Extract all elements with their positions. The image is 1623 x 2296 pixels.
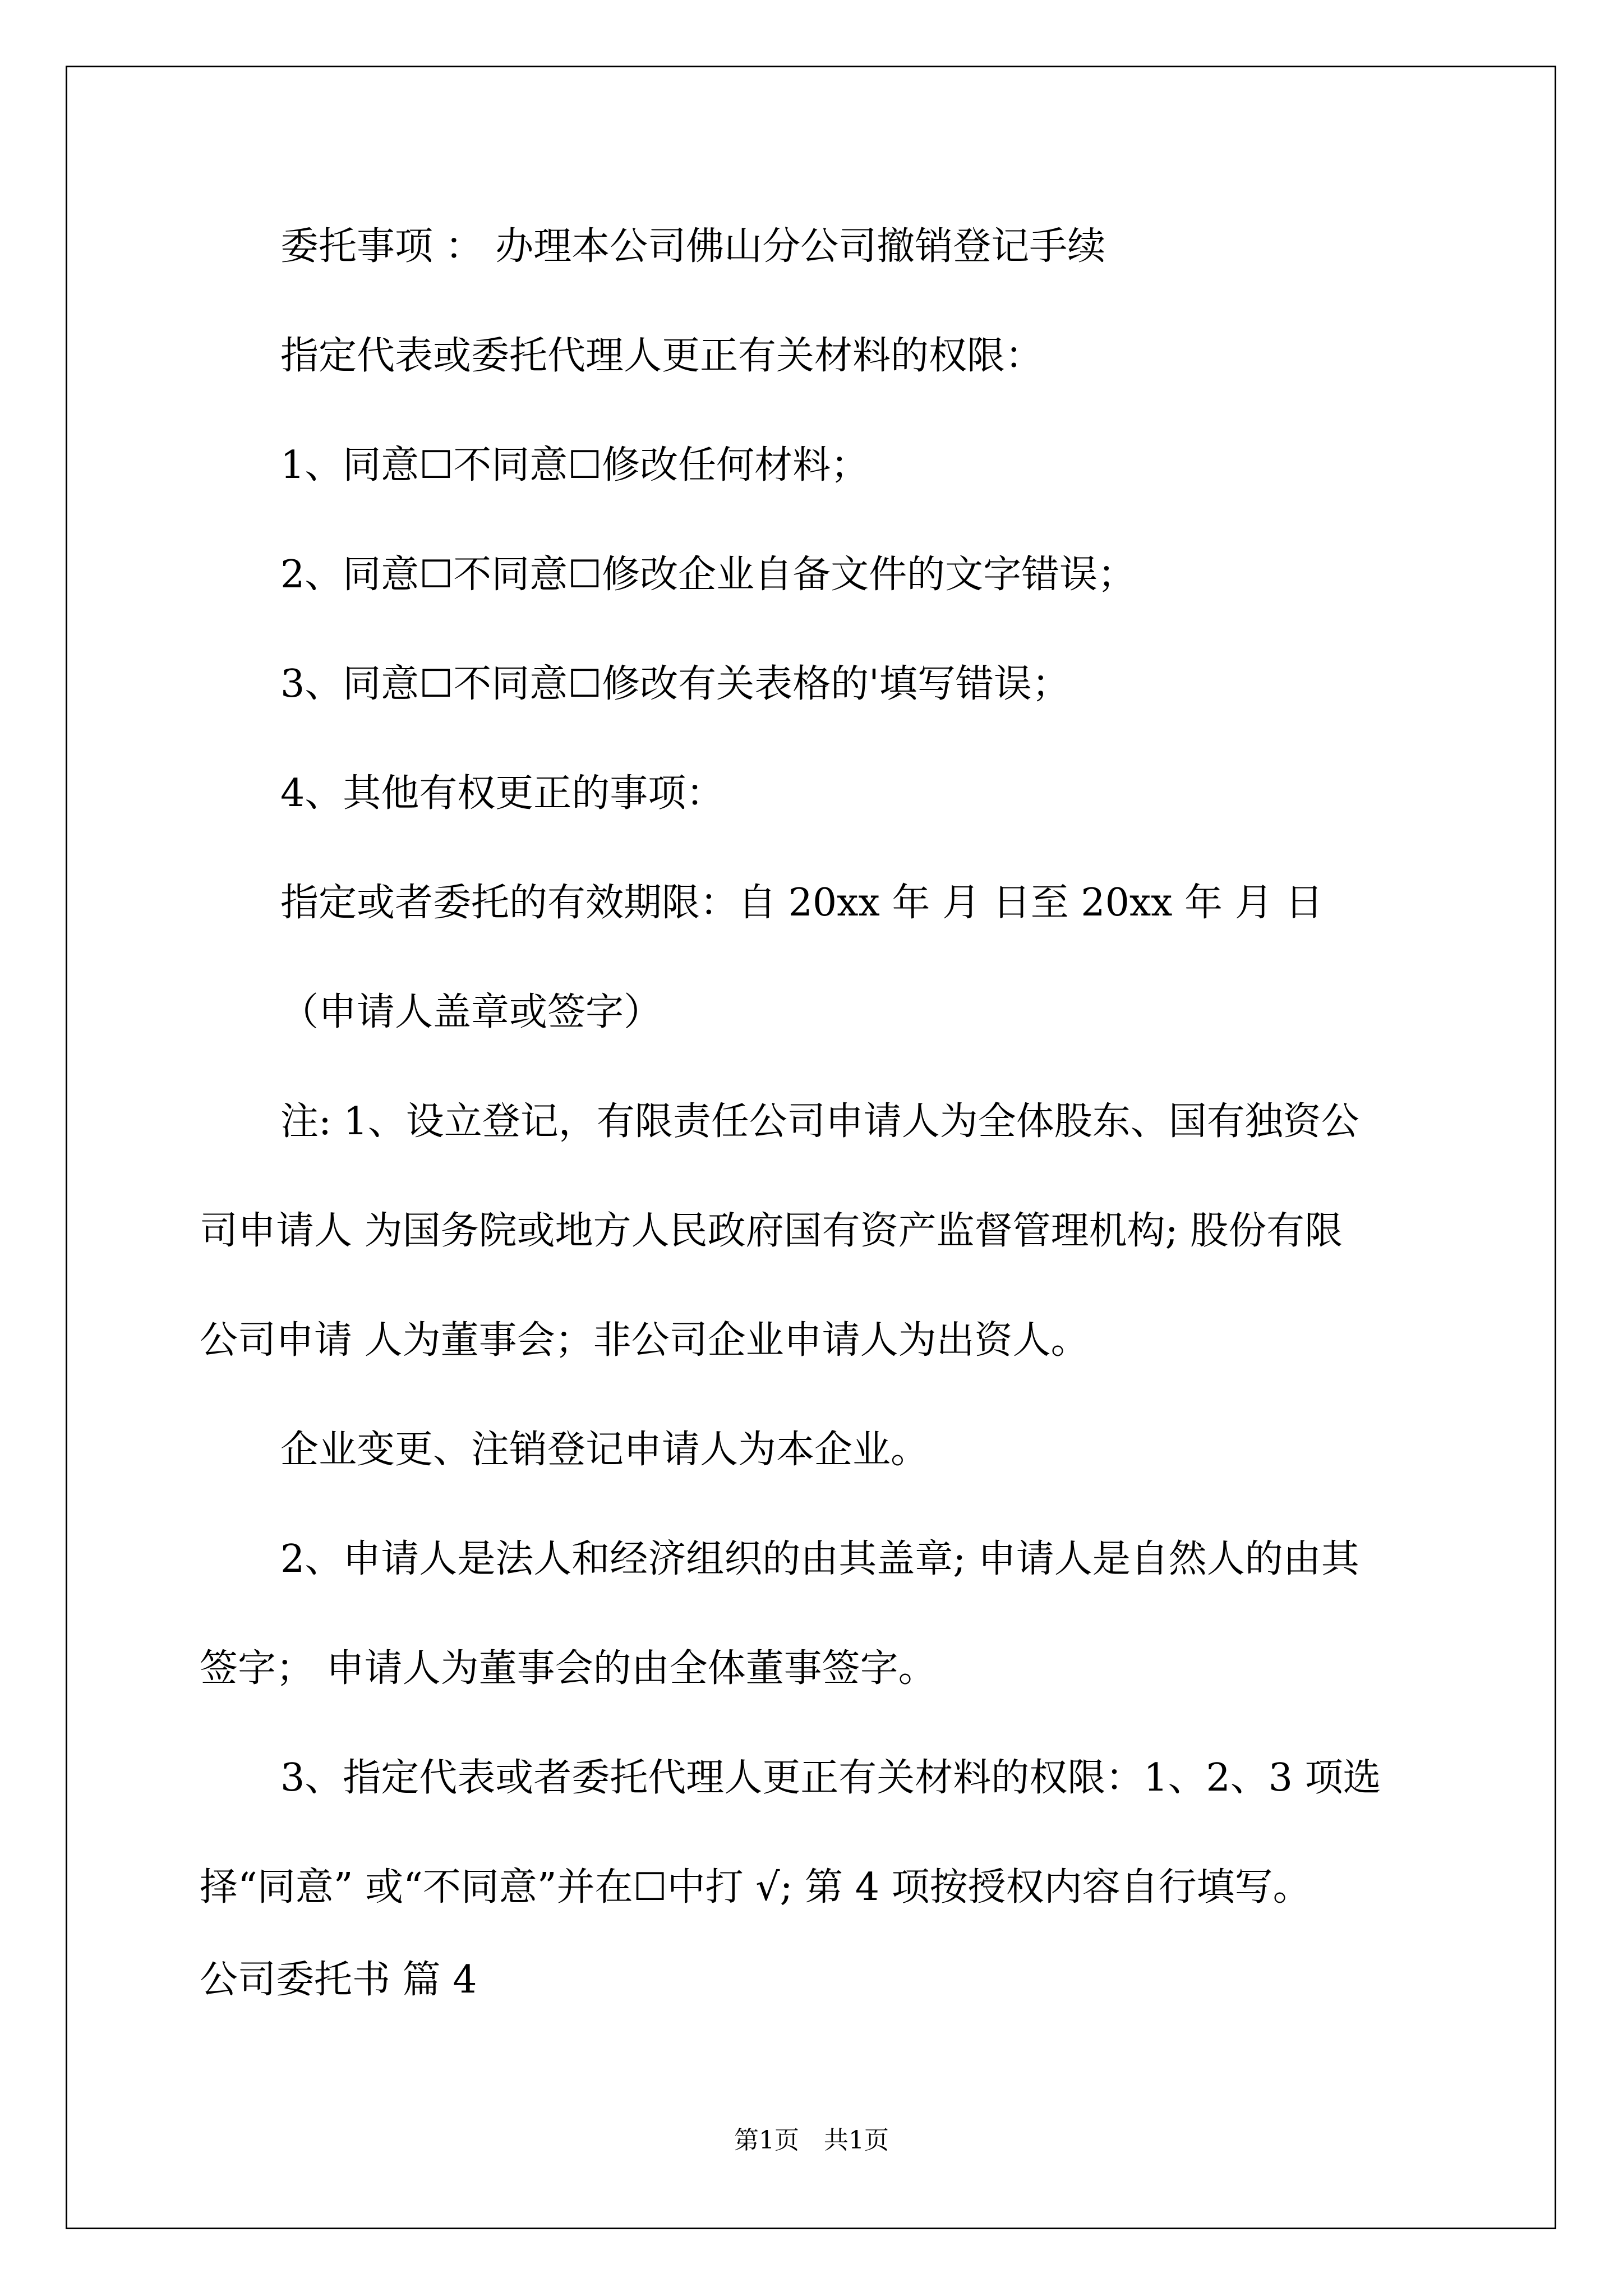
note-change-applicant: 企业变更、注销登记申请人为本企业。	[280, 1428, 929, 1472]
note-3-line-1: 3、指定代表或者委托代理人更正有关材料的权限：1、2、3 项选	[280, 1756, 1381, 1800]
page-footer: 第1页 共1页	[734, 2126, 889, 2155]
note-2-line-2: 签字； 申请人为董事会的由全体董事签字。	[200, 1646, 937, 1691]
section-heading: 公司委托书 篇 4	[200, 1958, 477, 2002]
authority-item-3: 3、同意☐不同意☐修改有关表格的'填写错误；	[280, 662, 1070, 706]
note-2-line-1: 2、申请人是法人和经济组织的由其盖章; 申请人是自然人的由其	[280, 1537, 1359, 1581]
authority-item-1: 1、同意☐不同意☐修改任何材料；	[280, 443, 869, 487]
applicant-seal-note: （申请人盖章或签字）	[280, 990, 662, 1034]
note-1-line-1: 注: 1、设立登记，有限责任公司申请人为全体股东、国有独资公	[280, 1099, 1359, 1144]
authority-heading: 指定代表或委托代理人更正有关材料的权限：	[280, 334, 1044, 378]
delegation-matter: 委托事项 ： 办理本公司佛山分公司撤销登记手续	[280, 224, 1106, 269]
validity-period: 指定或者委托的有效期限：自 20xx 年 月 日至 20xx 年 月 日	[280, 881, 1324, 925]
note-1-line-3: 公司申请 人为董事会；非公司企业申请人为出资人。	[200, 1318, 1089, 1363]
authority-item-4: 4、其他有权更正的事项：	[280, 771, 725, 816]
note-3-line-2: 择“同意” 或“不同意”并在☐中打 √; 第 4 项按授权内容自行填写。	[200, 1865, 1311, 1910]
authority-item-2: 2、同意☐不同意☐修改企业自备文件的文字错误；	[280, 553, 1136, 597]
note-1-line-2: 司申请人 为国务院或地方人民政府国有资产监督管理机构; 股份有限	[200, 1209, 1343, 1253]
